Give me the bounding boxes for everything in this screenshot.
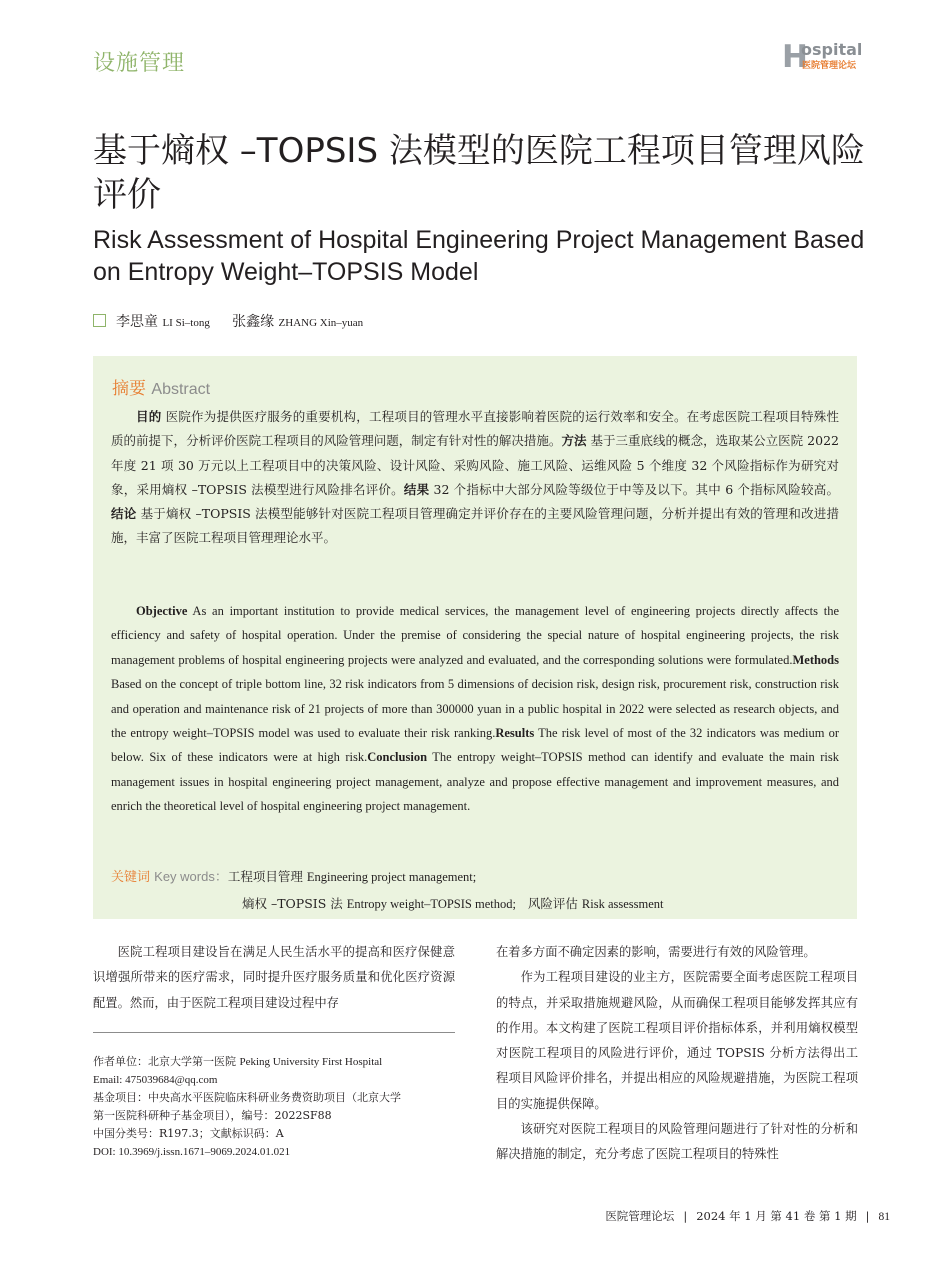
body-paragraph: 该研究对医院工程项目的风险管理问题进行了针对性的分析和解决措施的制定，充分考虑了医院工程项目的特殊性 — [496, 1122, 858, 1162]
logo-word: ospital — [801, 40, 863, 59]
keyword-2-zh: 熵权 –TOPSIS 法 — [242, 896, 343, 911]
conclusion-en: The entropy weight–TOPSIS method can identify and evaluate the main risk management issues in hospital engineering project management, analyze and propose effective management and improvement measures, and enrich the theoretical level of hospital engineering project management. — [111, 750, 839, 814]
author-line — [93, 311, 363, 331]
label-objective-zh: 目的 — [136, 409, 162, 424]
abstract-heading-en: Abstract — [151, 381, 211, 398]
section-label: 设施管理 — [93, 51, 186, 76]
logo-subtitle: 医院管理论坛 — [802, 61, 857, 71]
label-methods-zh: 方法 — [561, 433, 587, 449]
affiliation-zh: 北京大学第一医院 — [148, 1055, 236, 1068]
affiliation-label: 作者单位： — [93, 1055, 148, 1068]
footer-journal: 医院管理论坛 — [605, 1209, 675, 1223]
author-2-zh: 张鑫缘 — [232, 314, 275, 330]
keyword-3-zh: 风险评估 — [527, 896, 578, 911]
abstract-heading — [112, 374, 210, 399]
keywords-label — [111, 870, 228, 885]
keyword-3-en: Risk assessment — [581, 897, 664, 911]
keywords-line-2 — [111, 891, 839, 917]
doi: DOI: 10.3969/j.issn.1671–9069.2024.01.021 — [93, 1146, 291, 1158]
keyword-1-zh: 工程项目管理 — [227, 869, 303, 884]
label-methods-en: Methods — [792, 652, 839, 667]
abstract-heading-zh: 摘要 — [112, 379, 146, 399]
keyword-1-en: Engineering project management; — [306, 870, 477, 884]
author-2-en: ZHANG Xin–yuan — [278, 317, 364, 329]
affiliation-en: Peking University First Hospital — [239, 1056, 383, 1068]
conclusion-zh: 基于熵权 –TOPSIS 法模型能够针对医院工程项目管理确定并评价存在的主要风险管理问题，分析并提出有效的管理和改进措施，丰富了医院工程项目管理理论水平。 — [111, 506, 839, 546]
label-objective-en: Objective — [136, 604, 188, 618]
results-zh: 32 个指标中大部分风险等级位于中等及以下。其中 6 个指标风险较高。 — [429, 481, 839, 497]
body-paragraph: 作为工程项目建设的业主方，医院需要全面考虑医院工程项目的特点，并采取措施规避风险，从而确保工程项目能够发挥其应有的作用。本文构建了医院工程项目评价指标体系，并利用熵权模型对医院工程项目的风险进行评价，通过 TOPSIS 分析方法得出工程项目风险评价排名，并提出相应的风险规避措施，为医院工程项目的实施提供保障。 — [496, 970, 858, 1111]
footnotes — [93, 1053, 465, 1161]
email: Email: 475039684@qq.com — [93, 1074, 218, 1086]
author-1-zh: 李思童 — [116, 314, 158, 330]
keywords — [111, 864, 839, 917]
page-number: 81 — [878, 1211, 890, 1223]
abstract-chinese — [111, 405, 839, 551]
abstract-box — [93, 356, 857, 919]
methods-en: Based on the concept of triple bottom line, 32 risk indicators from 5 dimensions of decision risk, design risk, procurement risk, construction risk and operation and maintenance risk of 21 projects of more than 300000 yuan in a public hospital in 2022 were selected as research objects, and the entropy weight–TOPSIS model was used to evaluate their risk ranking. — [111, 677, 839, 741]
logo-letter: H — [782, 39, 808, 75]
keyword-2-en: Entropy weight–TOPSIS method; — [346, 897, 516, 911]
label-results-zh: 结果 — [403, 481, 430, 497]
methods-zh: 基于三重底线的概念，选取某公立医院 2022 年度 21 项 30 万元以上工程项目中的决策风险、设计风险、采购风险、施工风险、运维风险 5 个维度 32 个风险指标作为研究对象，采用熵权 –TOPSIS 法模型进行风险排名评价。 — [111, 433, 839, 497]
body-paragraph: 医院工程项目建设旨在满足人民生活水平的提高和医疗保健意识增强所带来的医疗需求，同时提升医疗服务质量和优化医疗资源配置。然而，由于医院工程项目建设过程中存 — [93, 945, 455, 1010]
footnote-divider — [93, 1032, 455, 1033]
body-paragraph: 在着多方面不确定因素的影响，需要进行有效的风险管理。 — [496, 945, 816, 959]
square-bullet-icon — [93, 314, 106, 327]
author-1-en: LI Si–tong — [162, 317, 210, 329]
keywords-label-en: Key words： — [154, 869, 228, 884]
fund-line-1: 基金项目：中央高水平医院临床科研业务费资助项目（北京大学 — [93, 1091, 401, 1104]
title-english: Risk Assessment of Hospital Engineering Project Management Based on Entropy Weight–TOPSIS Model — [93, 226, 865, 286]
label-results-en: Results — [495, 726, 535, 741]
page-footer: 医院管理论坛 | 2024 年 1 月 第 41 卷 第 1 期 | 81 — [605, 1209, 890, 1223]
objective-zh: 医院作为提供医疗服务的重要机构，工程项目的管理水平直接影响着医院的运行效率和安全。在考虑医院工程项目特殊性质的前提下，分析评价医院工程项目的风险管理问题，制定有针对性的解决措施。 — [111, 409, 839, 449]
title-chinese: 基于熵权 –TOPSIS 法模型的医院工程项目管理风险评价 — [93, 131, 865, 215]
journal-logo — [782, 41, 862, 75]
keywords-label-zh: 关键词 — [111, 870, 151, 885]
fund-line-2: 第一医院科研种子基金项目），编号：2022SF88 — [93, 1109, 332, 1122]
objective-en: As an important institution to provide medical services, the management level of engineering projects directly affects the efficiency and safety of hospital operation. Under the premise of considering the special nature of hospital engineering projects, the risk management problems of hospital engineering projects were analyzed and evaluated, and the corresponding solutions were formulated. — [111, 604, 839, 667]
footer-issue: 2024 年 1 月 第 41 卷 第 1 期 — [696, 1209, 857, 1223]
abstract-english — [111, 599, 839, 819]
classification: 中国分类号：R197.3；文献标识码：A — [93, 1127, 284, 1140]
results-en: The risk level of most of the 32 indicators was medium or below. Six of these indicators were at high risk. — [111, 726, 839, 765]
keywords-line-1 — [111, 864, 839, 891]
label-conclusion-zh: 结论 — [111, 506, 137, 522]
body-right-column — [496, 940, 858, 1168]
body-left-column — [93, 940, 455, 1016]
affiliation — [93, 1053, 465, 1071]
label-conclusion-en: Conclusion — [367, 750, 428, 765]
